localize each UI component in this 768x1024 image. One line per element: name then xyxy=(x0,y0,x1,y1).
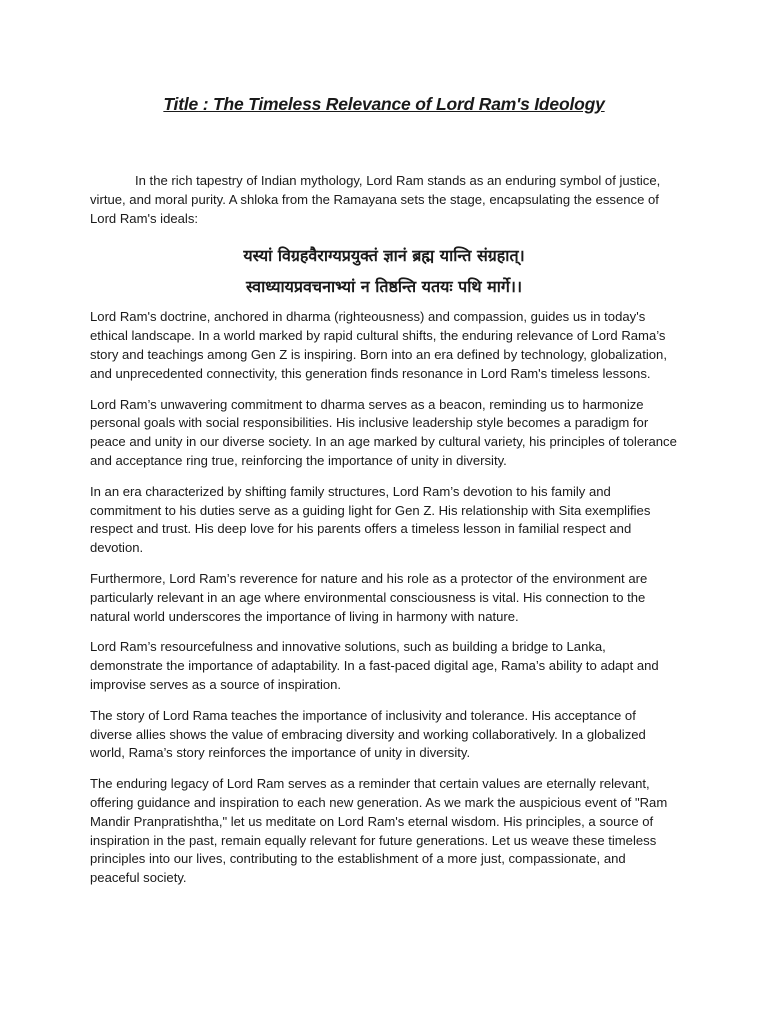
body-paragraph-5: Lord Ram’s resourcefulness and innovative solutions, such as building a bridge to Lanka, demonstrate the importance of adaptability. In a fast-paced digital age, Rama’s ability to adapt and improvise serves as a source of inspiration. xyxy=(90,639,659,692)
document-body xyxy=(90,172,678,900)
body-paragraph-2: Lord Ram’s unwavering commitment to dharma serves as a beacon, reminding us to harmonize personal goals with social responsibilities. His inclusive leadership style becomes a paradigm for peace and unity in our diverse society. In an age marked by cultural variety, his principles of tolerance and acceptance ring true, reinforcing the importance of unity in diversity. xyxy=(90,396,677,468)
shloka-line-2: स्वाध्यायप्रवचनाभ्यां न तिष्ठन्ति यतयः पथि मार्गे।। xyxy=(245,277,523,297)
page-title xyxy=(0,94,768,115)
body-paragraph-7: The enduring legacy of Lord Ram serves as a reminder that certain values are eternally relevant, offering guidance and inspiration to each new generation. As we mark the auspicious event of "Ram Mandir Pranpratishtha," let us meditate on Lord Ram's eternal wisdom. His principles, a source of inspiration in the past, remain equally relevant for future generations. Let us weave these timeless principles into our lives, contributing to the establishment of a more just, compassionate, and peaceful society. xyxy=(90,776,668,886)
title-text: The Timeless Relevance of Lord Ram's Ideology xyxy=(212,94,605,114)
shloka-line-1: यस्यां विग्रहवैराग्यप्रयुक्तं ज्ञानं ब्रह्म यान्ति संग्रहात्। xyxy=(243,246,525,266)
title-prefix: Title xyxy=(163,94,199,114)
intro-paragraph: In the rich tapestry of Indian mythology, Lord Ram stands as an enduring symbol of justice, virtue, and moral purity. A shloka from the Ramayana sets the stage, encapsulating the essence of Lord Ram's ideals: xyxy=(90,173,661,226)
body-paragraph-6: The story of Lord Rama teaches the importance of inclusivity and tolerance. His acceptance of diverse allies shows the value of embracing diversity and working collaboratively. In a globalized world, Rama’s story reinforces the importance of unity in diversity. xyxy=(90,707,646,761)
body-paragraph-1: Lord Ram's doctrine, anchored in dharma (righteousness) and compassion, guides us in today's ethical landscape. In a world marked by rapid cultural shifts, the enduring relevance of Lord Rama’s story and teachings among Gen Z is inspiring. Born into an era defined by technology, globalization, and unprecedented connectivity, this generation finds resonance in Lord Ram's timeless lessons. xyxy=(90,309,667,381)
sanskrit-shloka xyxy=(90,240,678,302)
body-paragraph-4: Furthermore, Lord Ram’s reverence for nature and his role as a protector of the environment are particularly relevant in an age where environmental consciousness is vital. His connection to the natural world underscores the importance of living in harmony with nature. xyxy=(90,570,648,624)
body-paragraph-3: In an era characterized by shifting family structures, Lord Ram’s devotion to his family and commitment to his duties serve as a guiding light for Gen Z. His relationship with Sita exemplifies respect and trust. His deep love for his parents offers a timeless lesson in familial respect and devotion. xyxy=(90,483,651,556)
title-separator: : xyxy=(198,94,213,114)
